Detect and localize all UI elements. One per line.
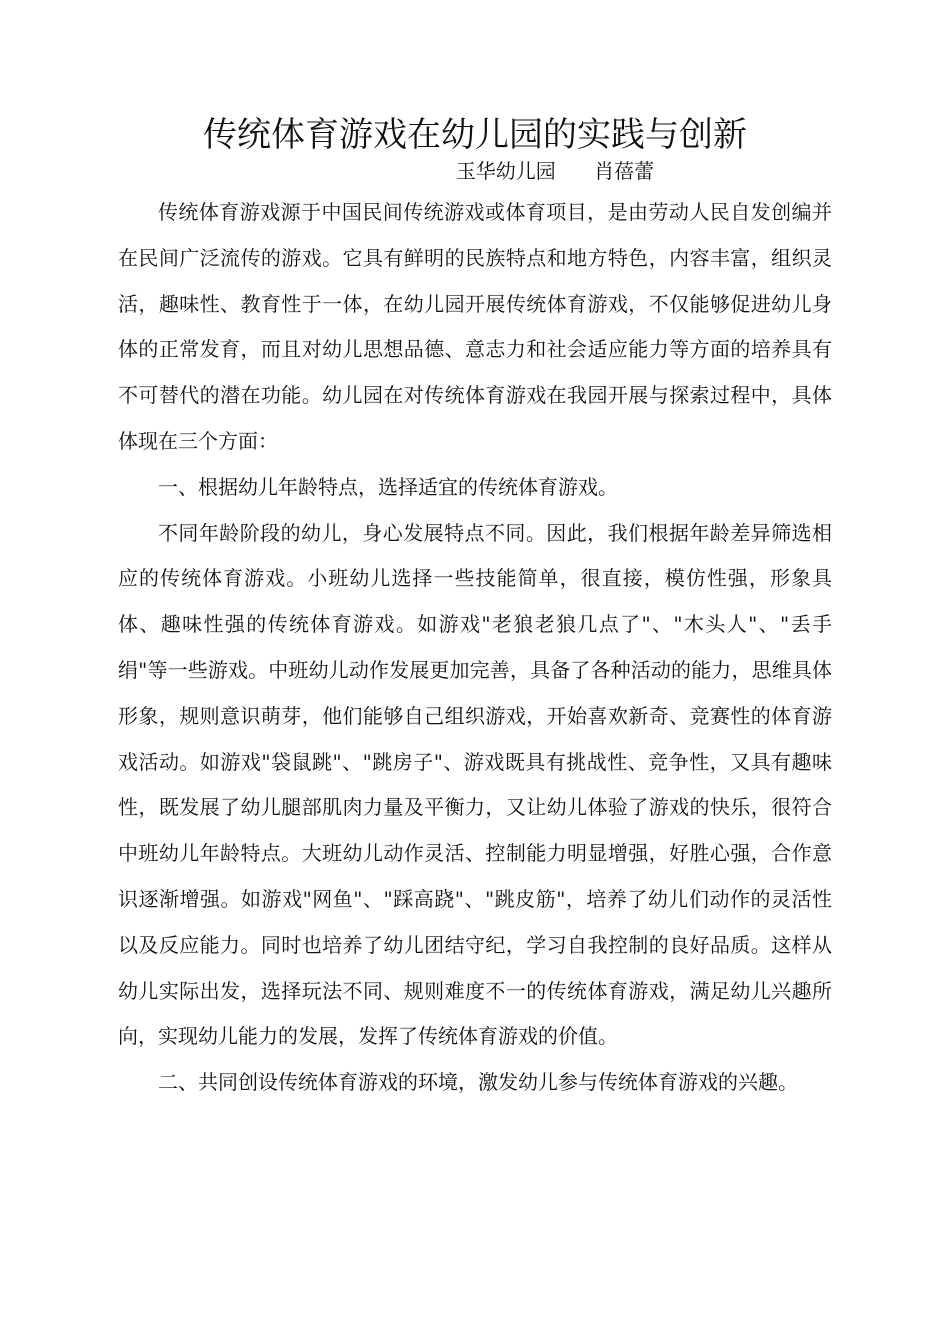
paragraph-section-1: 不同年龄阶段的幼儿，身心发展特点不同。因此，我们根据年龄差异筛选相应的传统体育游戏。小班幼儿选择一些技能简单，很直接，模仿性强，形象具体、趣味性强的传统体育游戏。如游戏"老狼老狼几点了"、"木头人"、"丢手绢"等一些游戏。中班幼儿动作发展更加完善，具备了各种活动的能力，思维具体形象，规则意识萌芽，他们能够自己组织游戏，开始喜欢新奇、竞赛性的体育游戏活动。如游戏"袋鼠跳"、"跳房子"、游戏既具有挑战性、竞争性，又具有趣味性，既发展了幼儿腿部肌肉力量及平衡力，又让幼儿体验了游戏的快乐，很符合中班幼儿年龄特点。大班幼儿动作灵活、控制能力明显增强，好胜心强，合作意识逐渐增强。如游戏"网鱼"、"踩高跷"、"跳皮筋"，培养了幼儿们动作的灵活性以及反应能力。同时也培养了幼儿团结守纪，学习自我控制的良好品质。这样从幼儿实际出发，选择玩法不同、规则难度不一的传统体育游戏，满足幼儿兴趣所向，实现幼儿能力的发展，发挥了传统体育游戏的价值。 xyxy=(118,520,832,1049)
author-school: 玉华幼儿园 xyxy=(455,159,556,183)
paragraph-intro: 传统体育游戏源于中国民间传统游戏或体育项目，是由劳动人民自发创编并在民间广泛流传的游戏。它具有鲜明的民族特点和地方特色，内容丰富，组织灵活，趣味性、教育性于一体，在幼儿园开展传统体育游戏，不仅能够促进幼儿身体的正常发育，而且对幼儿思想品德、意志力和社会适应能力等方面的培养具有不可替代的潜在功能。幼儿园在对传统体育游戏在我园开展与探索过程中，具体体现在三个方面： xyxy=(118,200,832,453)
document-byline xyxy=(118,157,832,185)
document-body xyxy=(118,190,832,1106)
section-heading-1: 一、根据幼儿年龄特点，选择适宜的传统体育游戏。 xyxy=(158,474,618,499)
document-title: 传统体育游戏在幼儿园的实践与创新 xyxy=(203,115,747,155)
section-heading-2: 二、共同创设传统体育游戏的环境，激发幼儿参与传统体育游戏的兴趣。 xyxy=(158,1070,798,1095)
author-name: 肖蓓蕾 xyxy=(594,159,655,183)
